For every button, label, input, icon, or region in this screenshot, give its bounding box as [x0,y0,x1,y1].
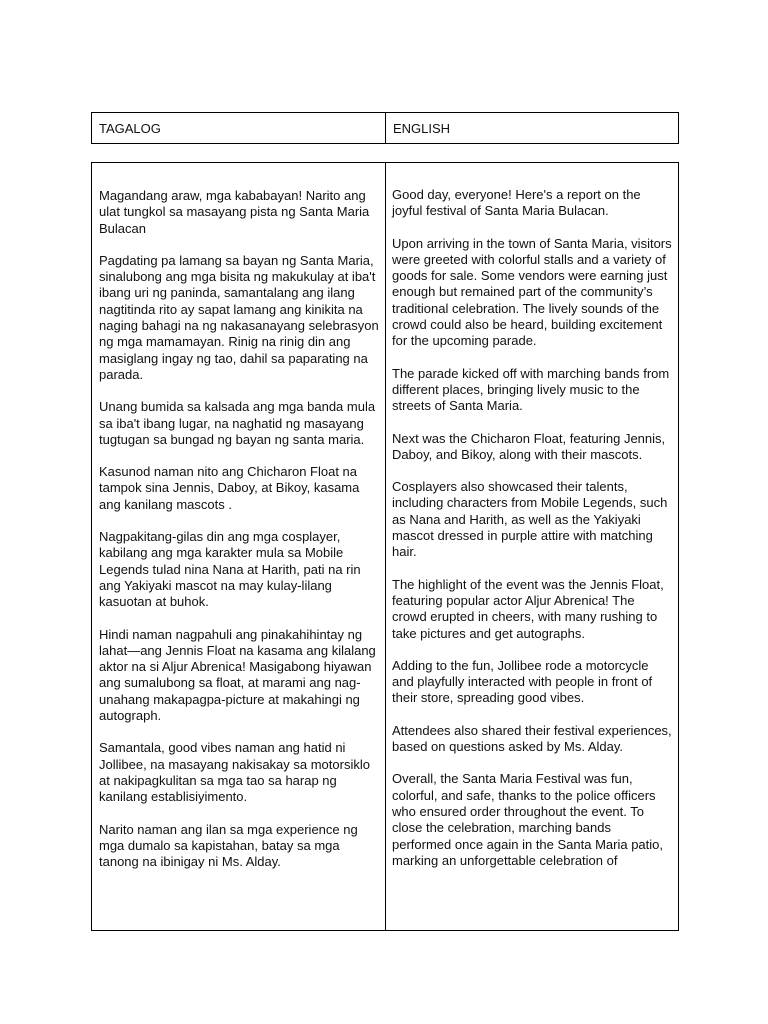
tagalog-paragraph: Unang bumida sa kalsada ang mga banda mula sa iba't ibang lugar, na naghatid ng masayang tugtugan sa bungad ng bayan ng santa maria. [99,399,376,447]
tagalog-header-cell [92,113,386,143]
english-paragraph: Cosplayers also showcased their talents, including characters from Mobile Legends, such as Nana and Harith, as well as the Yakiyaki mascot dressed in purple attire with matching hair. [392,479,668,560]
english-paragraph: The highlight of the event was the Jennis Float, featuring popular actor Aljur Abrenica! The crowd erupted in cheers, with many rushing to take pictures and get autographs. [392,576,664,641]
english-paragraph: Next was the Chicharon Float, featuring Jennis, Daboy, and Bikoy, along with their mascots. [392,430,666,462]
tagalog-paragraph: Magandang araw, mga kababayan! Narito ang ulat tungkol sa masayang pista ng Santa Maria Bulacan [99,188,370,236]
english-header-cell [386,113,678,143]
english-paragraph: Attendees also shared their festival experiences, based on questions asked by Ms. Alday. [392,722,672,755]
english-paragraph: Overall, the Santa Maria Festival was fun, colorful, and safe, thanks to the police officers who ensured order throughout the event. To close the celebration, marching bands performed once again in the Santa Maria patio, marking an unforgettable celebration of [392,771,664,868]
tagalog-paragraph: Pagdating pa lamang sa bayan ng Santa Maria, sinalubong ang mga bisita ng makukulay at iba't ibang uri ng paninda, samantalang ang ilang nagtitinda rito ay sapat lamang ang kinikita na naging bahagi na ng nakasanayang selebrasyon ng mga mamamayan. Rinig na rinig din ang masiglang ingay ng tao, dahil sa paparating na parada. [99,252,379,382]
english-paragraph: The parade kicked off with marching bands from different places, bringing lively music to the streets of Santa Maria. [392,365,670,414]
english-paragraph: Upon arriving in the town of Santa Maria, visitors were greeted with colorful stalls and a variety of goods for sale. Some vendors were earning just enough but remained part of the community’s traditional celebration. The lively sounds of the crowd could also be heard, building excitement for the upcoming parade. [392,235,672,349]
tagalog-column [92,163,386,930]
english-paragraph: Adding to the fun, Jollibee rode a motorcycle and playfully interacted with people in front of their store, spreading good vibes. [392,657,653,706]
english-header-label: ENGLISH [393,121,451,136]
tagalog-paragraph: Nagpakitang-gilas din ang mga cosplayer, kabilang ang mga karakter mula sa Mobile Legends tulad nina Nana at Harith, pati na rin ang Yakiyaki mascot na may kulay-lilang kasuotan at buhok. [99,529,361,610]
english-paragraph: Good day, everyone! Here's a report on the joyful festival of Santa Maria Bulacan. [392,187,641,219]
tagalog-paragraph: Narito naman ang ilan sa mga experience ng mga dumalo sa kapistahan, batay sa mga tanong na ibinigay ni Ms. Alday. [99,821,358,870]
translation-table [91,162,679,931]
tagalog-paragraph: Samantala, good vibes naman ang hatid ni Jollibee, na masayang nakisakay sa motorsiklo at nakipagkulitan sa mga tao sa harap ng kanilang establisiyimento. [99,740,370,805]
tagalog-paragraph: Kasunod naman nito ang Chicharon Float na tampok sina Jennis, Daboy, at Bikoy, kasama ang kanilang mascots . [99,464,360,512]
header-table [91,112,679,144]
tagalog-header-label: TAGALOG [99,121,161,136]
english-column [386,163,678,930]
tagalog-paragraph: Hindi naman nagpahuli ang pinakahihintay ng lahat—ang Jennis Float na kasama ang kilalang aktor na si Aljur Abrenica! Masigabong hiyawan ang sumalubong sa float, at marami ang nag-unahang makapagpa-picture at makahingi ng autograph. [99,626,376,724]
